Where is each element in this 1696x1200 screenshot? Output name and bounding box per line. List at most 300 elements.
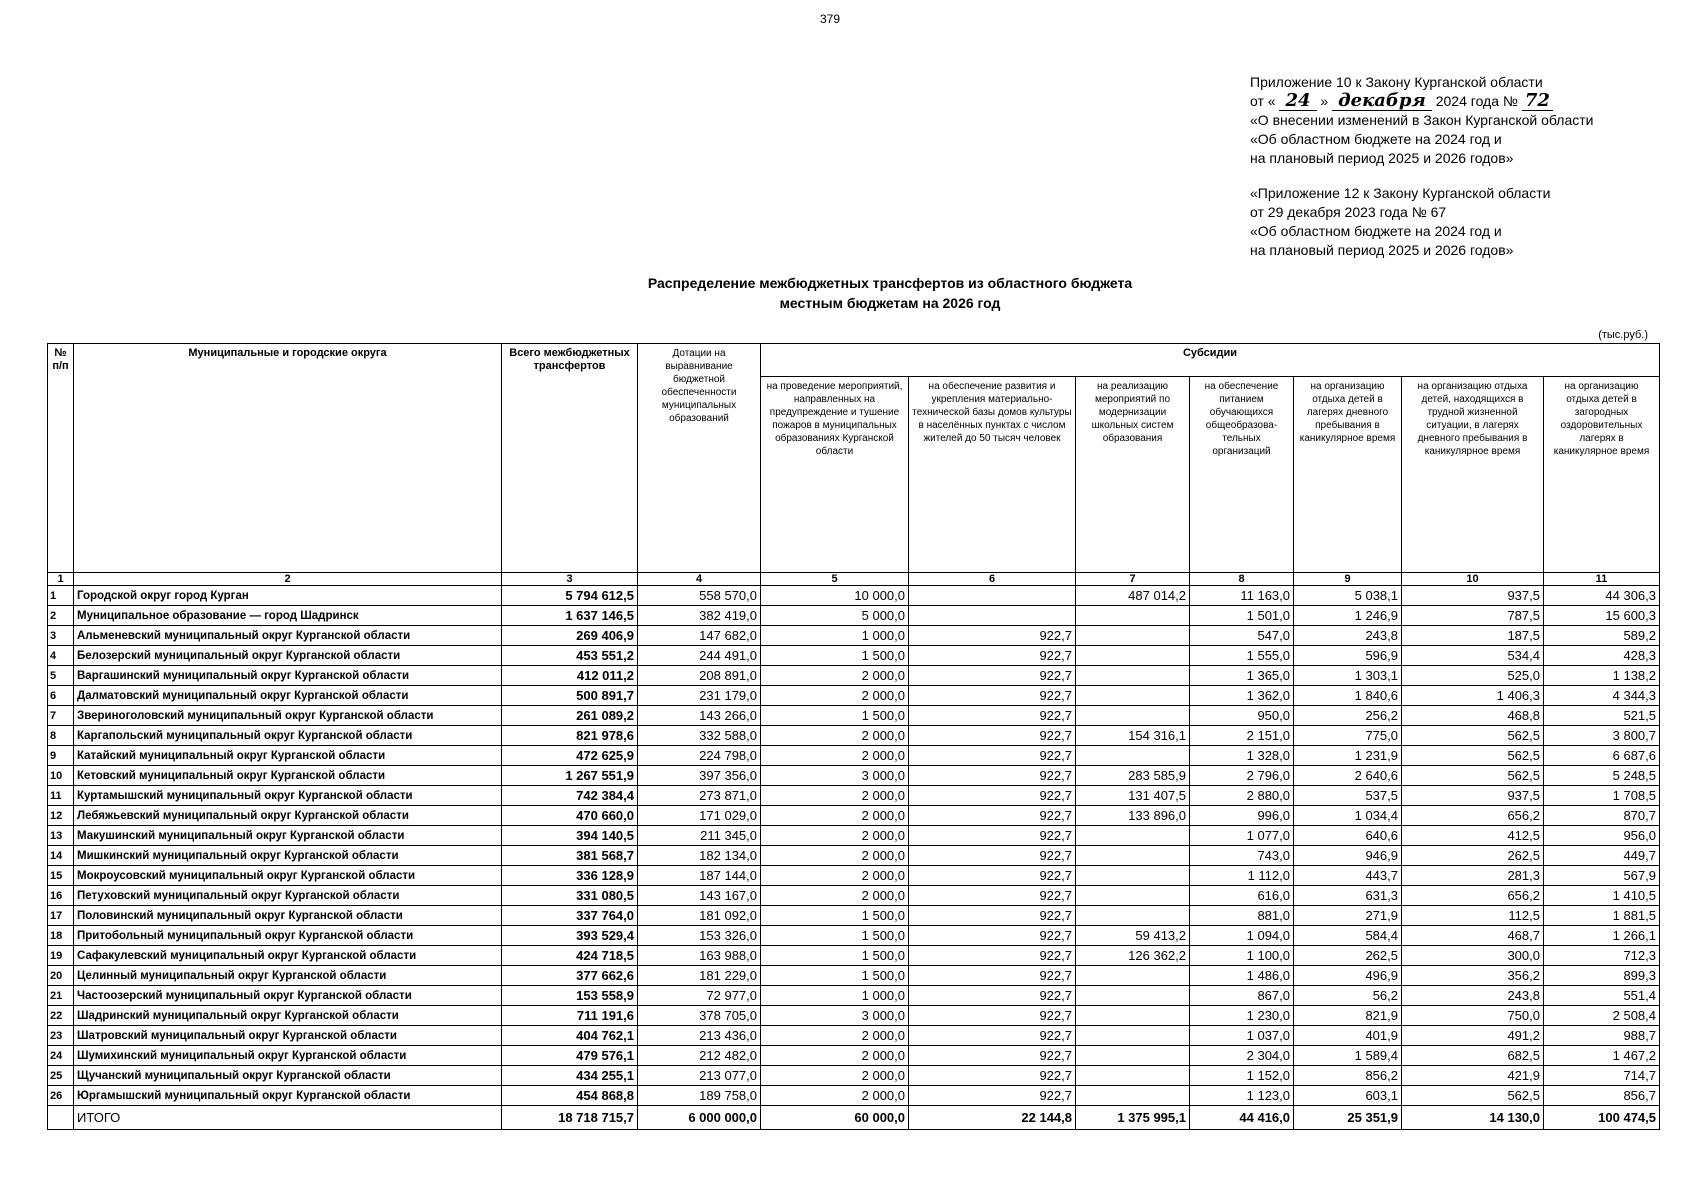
- table-row: [48, 726, 1660, 746]
- table-row: [48, 926, 1660, 946]
- row-sub-food: 1 123,0: [1190, 1086, 1294, 1106]
- row-dotation: 143 167,0: [638, 886, 761, 906]
- row-number: 18: [48, 926, 74, 946]
- row-sub-school-modern: [1076, 966, 1190, 986]
- row-sub-country-camps: 521,5: [1544, 706, 1660, 726]
- district-name: Шумихинский муниципальный округ Курганской области: [74, 1046, 502, 1066]
- district-name: Щучанский муниципальный округ Курганской области: [74, 1066, 502, 1086]
- row-dotation: 213 436,0: [638, 1026, 761, 1046]
- row-sub-fire: 2 000,0: [761, 746, 909, 766]
- row-sub-food: 1 501,0: [1190, 606, 1294, 626]
- row-sub-culture: 922,7: [909, 806, 1076, 826]
- annex-current-line3: «О внесении изменений в Закон Курганской области: [1250, 112, 1594, 128]
- row-sub-school-modern: 154 316,1: [1076, 726, 1190, 746]
- row-sub-culture: 922,7: [909, 786, 1076, 806]
- row-sub-fire: 1 500,0: [761, 706, 909, 726]
- row-sub-day-camps: 271,9: [1294, 906, 1402, 926]
- column-number: 8: [1190, 573, 1294, 586]
- row-number: 14: [48, 846, 74, 866]
- row-sub-day-camps: 856,2: [1294, 1066, 1402, 1086]
- row-dotation: 147 682,0: [638, 626, 761, 646]
- row-number: 1: [48, 586, 74, 606]
- row-sub-school-modern: [1076, 986, 1190, 1006]
- row-total: 412 011,2: [502, 666, 638, 686]
- totals-cell: 18 718 715,7: [502, 1106, 638, 1130]
- document-title: [520, 273, 1260, 313]
- row-dotation: 187 144,0: [638, 866, 761, 886]
- table-row: [48, 906, 1660, 926]
- row-sub-country-camps: 567,9: [1544, 866, 1660, 886]
- row-sub-day-camps: 946,9: [1294, 846, 1402, 866]
- row-sub-fire: 2 000,0: [761, 1086, 909, 1106]
- district-name: Частоозерский муниципальный округ Курганской области: [74, 986, 502, 1006]
- row-sub-school-modern: [1076, 866, 1190, 886]
- district-name: Лебяжьевский муниципальный округ Курганской области: [74, 806, 502, 826]
- header-sub-food: на обеспечение питанием обучающихся общеобразова-тельных организаций: [1190, 377, 1294, 573]
- row-sub-hard-situation: 468,8: [1402, 706, 1544, 726]
- row-sub-day-camps: 775,0: [1294, 726, 1402, 746]
- column-number: 11: [1544, 573, 1660, 586]
- row-sub-school-modern: [1076, 1066, 1190, 1086]
- row-total: 742 384,4: [502, 786, 638, 806]
- totals-cell: 60 000,0: [761, 1106, 909, 1130]
- district-name: Городской округ город Курган: [74, 586, 502, 606]
- row-total: 404 762,1: [502, 1026, 638, 1046]
- row-number: 20: [48, 966, 74, 986]
- row-sub-food: 867,0: [1190, 986, 1294, 1006]
- row-total: 1 267 551,9: [502, 766, 638, 786]
- row-sub-fire: 2 000,0: [761, 686, 909, 706]
- table-row: [48, 786, 1660, 806]
- row-sub-food: 1 077,0: [1190, 826, 1294, 846]
- totals-cell: 44 416,0: [1190, 1106, 1294, 1130]
- column-number: 6: [909, 573, 1076, 586]
- row-total: 331 080,5: [502, 886, 638, 906]
- row-sub-culture: 922,7: [909, 846, 1076, 866]
- row-sub-hard-situation: 534,4: [1402, 646, 1544, 666]
- row-sub-school-modern: 283 585,9: [1076, 766, 1190, 786]
- row-number: 16: [48, 886, 74, 906]
- row-sub-country-camps: 3 800,7: [1544, 726, 1660, 746]
- row-dotation: 224 798,0: [638, 746, 761, 766]
- row-sub-day-camps: 443,7: [1294, 866, 1402, 886]
- row-sub-culture: 922,7: [909, 666, 1076, 686]
- annex-current-line5: на плановый период 2025 и 2026 годов»: [1250, 150, 1514, 166]
- row-total: 470 660,0: [502, 806, 638, 826]
- row-sub-hard-situation: 787,5: [1402, 606, 1544, 626]
- row-dotation: 143 266,0: [638, 706, 761, 726]
- row-total: 453 551,2: [502, 646, 638, 666]
- row-sub-school-modern: [1076, 906, 1190, 926]
- row-dotation: 153 326,0: [638, 926, 761, 946]
- row-sub-hard-situation: 656,2: [1402, 886, 1544, 906]
- row-number: 4: [48, 646, 74, 666]
- row-sub-day-camps: 256,2: [1294, 706, 1402, 726]
- row-sub-culture: 922,7: [909, 686, 1076, 706]
- handwritten-day: 24: [1279, 92, 1316, 111]
- row-sub-country-camps: 712,3: [1544, 946, 1660, 966]
- district-name: Макушинский муниципальный округ Курганской области: [74, 826, 502, 846]
- column-number: 4: [638, 573, 761, 586]
- row-sub-day-camps: 1 840,6: [1294, 686, 1402, 706]
- row-total: 269 406,9: [502, 626, 638, 646]
- row-sub-school-modern: [1076, 1086, 1190, 1106]
- row-sub-hard-situation: 262,5: [1402, 846, 1544, 866]
- date-year: 2024 года №: [1435, 93, 1518, 109]
- row-dotation: 273 871,0: [638, 786, 761, 806]
- header-name: Муниципальные и городские округа: [74, 344, 502, 573]
- row-sub-school-modern: 59 413,2: [1076, 926, 1190, 946]
- table-row: [48, 886, 1660, 906]
- row-sub-school-modern: [1076, 1046, 1190, 1066]
- row-sub-fire: 1 500,0: [761, 906, 909, 926]
- table-row: [48, 1066, 1660, 1086]
- row-total: 454 868,8: [502, 1086, 638, 1106]
- row-sub-fire: 1 000,0: [761, 626, 909, 646]
- table-row: [48, 946, 1660, 966]
- row-sub-food: 950,0: [1190, 706, 1294, 726]
- row-sub-school-modern: [1076, 666, 1190, 686]
- row-dotation: 213 077,0: [638, 1066, 761, 1086]
- totals-cell: 100 474,5: [1544, 1106, 1660, 1130]
- column-number: 9: [1294, 573, 1402, 586]
- row-sub-day-camps: 596,9: [1294, 646, 1402, 666]
- row-sub-food: 547,0: [1190, 626, 1294, 646]
- table-row: [48, 666, 1660, 686]
- row-sub-day-camps: 1 589,4: [1294, 1046, 1402, 1066]
- row-total: 393 529,4: [502, 926, 638, 946]
- row-dotation: 378 705,0: [638, 1006, 761, 1026]
- table-row: [48, 686, 1660, 706]
- row-sub-culture: 922,7: [909, 1006, 1076, 1026]
- row-dotation: 244 491,0: [638, 646, 761, 666]
- row-total: 821 978,6: [502, 726, 638, 746]
- row-number: 6: [48, 686, 74, 706]
- table-row: [48, 1086, 1660, 1106]
- district-name: Каргапольский муниципальный округ Курганской области: [74, 726, 502, 746]
- row-sub-hard-situation: 525,0: [1402, 666, 1544, 686]
- row-sub-country-camps: 2 508,4: [1544, 1006, 1660, 1026]
- row-number: 8: [48, 726, 74, 746]
- row-sub-fire: 1 500,0: [761, 966, 909, 986]
- table-row: [48, 846, 1660, 866]
- row-dotation: 212 482,0: [638, 1046, 761, 1066]
- transfers-table: [47, 343, 1660, 1130]
- row-sub-fire: 2 000,0: [761, 886, 909, 906]
- row-sub-food: 1 112,0: [1190, 866, 1294, 886]
- annex-current-line4: «Об областном бюджете на 2024 год и: [1250, 131, 1502, 147]
- table-body: [48, 586, 1660, 1106]
- row-sub-day-camps: 243,8: [1294, 626, 1402, 646]
- header-subsidies: Субсидии: [761, 344, 1660, 377]
- handwritten-number: 72: [1522, 92, 1553, 111]
- row-number: 13: [48, 826, 74, 846]
- row-sub-culture: 922,7: [909, 886, 1076, 906]
- table-row: [48, 706, 1660, 726]
- row-sub-food: 2 796,0: [1190, 766, 1294, 786]
- row-number: 22: [48, 1006, 74, 1026]
- row-sub-hard-situation: 562,5: [1402, 746, 1544, 766]
- row-sub-day-camps: 5 038,1: [1294, 586, 1402, 606]
- row-sub-food: 1 230,0: [1190, 1006, 1294, 1026]
- district-name: Кетовский муниципальный округ Курганской области: [74, 766, 502, 786]
- row-sub-food: 1 094,0: [1190, 926, 1294, 946]
- row-sub-culture: 922,7: [909, 646, 1076, 666]
- handwritten-month: декабря: [1332, 92, 1432, 111]
- row-dotation: 181 229,0: [638, 966, 761, 986]
- row-sub-hard-situation: 562,5: [1402, 766, 1544, 786]
- row-sub-fire: 2 000,0: [761, 1066, 909, 1086]
- row-number: 9: [48, 746, 74, 766]
- header-total: Всего межбюджетных трансфертов: [502, 344, 638, 573]
- row-number: 2: [48, 606, 74, 626]
- row-sub-food: 1 555,0: [1190, 646, 1294, 666]
- row-total: 711 191,6: [502, 1006, 638, 1026]
- column-number: 2: [74, 573, 502, 586]
- row-number: 19: [48, 946, 74, 966]
- row-sub-country-camps: 1 881,5: [1544, 906, 1660, 926]
- row-sub-school-modern: 487 014,2: [1076, 586, 1190, 606]
- row-sub-hard-situation: 562,5: [1402, 726, 1544, 746]
- row-sub-food: 1 037,0: [1190, 1026, 1294, 1046]
- table-row: [48, 826, 1660, 846]
- row-sub-fire: 3 000,0: [761, 766, 909, 786]
- table-row: [48, 1046, 1660, 1066]
- row-sub-culture: 922,7: [909, 626, 1076, 646]
- row-sub-food: 1 100,0: [1190, 946, 1294, 966]
- column-number: 3: [502, 573, 638, 586]
- district-name: Муниципальное образование — город Шадринск: [74, 606, 502, 626]
- row-sub-school-modern: [1076, 886, 1190, 906]
- district-name: Белозерский муниципальный округ Курганской области: [74, 646, 502, 666]
- row-sub-food: 2 880,0: [1190, 786, 1294, 806]
- row-sub-day-camps: 496,9: [1294, 966, 1402, 986]
- row-sub-food: 1 365,0: [1190, 666, 1294, 686]
- row-sub-fire: 1 000,0: [761, 986, 909, 1006]
- totals-cell: 6 000 000,0: [638, 1106, 761, 1130]
- row-number: 17: [48, 906, 74, 926]
- row-sub-school-modern: 131 407,5: [1076, 786, 1190, 806]
- row-sub-culture: 922,7: [909, 826, 1076, 846]
- row-total: 5 794 612,5: [502, 586, 638, 606]
- row-sub-hard-situation: 281,3: [1402, 866, 1544, 886]
- row-sub-school-modern: 126 362,2: [1076, 946, 1190, 966]
- row-sub-day-camps: 821,9: [1294, 1006, 1402, 1026]
- district-name: Катайский муниципальный округ Курганской области: [74, 746, 502, 766]
- table-row: [48, 966, 1660, 986]
- header-sub-day-camps: на организацию отдыха детей в лагерях дневного пребывания в каникулярное время: [1294, 377, 1402, 573]
- date-mid: »: [1320, 93, 1329, 109]
- row-number: 24: [48, 1046, 74, 1066]
- row-sub-day-camps: 537,5: [1294, 786, 1402, 806]
- row-sub-culture: 922,7: [909, 766, 1076, 786]
- row-sub-culture: [909, 586, 1076, 606]
- district-name: Варгашинский муниципальный округ Курганской области: [74, 666, 502, 686]
- row-sub-school-modern: 133 896,0: [1076, 806, 1190, 826]
- date-prefix: от «: [1250, 93, 1276, 109]
- row-sub-school-modern: [1076, 626, 1190, 646]
- row-sub-country-camps: 899,3: [1544, 966, 1660, 986]
- row-dotation: 397 356,0: [638, 766, 761, 786]
- row-sub-hard-situation: 750,0: [1402, 1006, 1544, 1026]
- header-num: № п/п: [48, 344, 74, 573]
- table-row: [48, 1006, 1660, 1026]
- row-sub-country-camps: 956,0: [1544, 826, 1660, 846]
- row-sub-day-camps: 584,4: [1294, 926, 1402, 946]
- row-sub-food: 616,0: [1190, 886, 1294, 906]
- row-total: 377 662,6: [502, 966, 638, 986]
- row-sub-day-camps: 2 640,6: [1294, 766, 1402, 786]
- row-sub-day-camps: 56,2: [1294, 986, 1402, 1006]
- row-sub-day-camps: 603,1: [1294, 1086, 1402, 1106]
- row-sub-day-camps: 262,5: [1294, 946, 1402, 966]
- row-sub-fire: 1 500,0: [761, 646, 909, 666]
- row-total: 381 568,7: [502, 846, 638, 866]
- row-sub-school-modern: [1076, 606, 1190, 626]
- row-sub-hard-situation: 937,5: [1402, 586, 1544, 606]
- row-sub-food: 2 304,0: [1190, 1046, 1294, 1066]
- row-total: 479 576,1: [502, 1046, 638, 1066]
- district-name: Юргамышский муниципальный округ Курганской области: [74, 1086, 502, 1106]
- row-number: 3: [48, 626, 74, 646]
- row-sub-country-camps: 5 248,5: [1544, 766, 1660, 786]
- district-name: Мишкинский муниципальный округ Курганской области: [74, 846, 502, 866]
- row-sub-food: 1 362,0: [1190, 686, 1294, 706]
- row-total: 337 764,0: [502, 906, 638, 926]
- row-sub-culture: 922,7: [909, 946, 1076, 966]
- row-sub-hard-situation: 937,5: [1402, 786, 1544, 806]
- row-sub-fire: 2 000,0: [761, 826, 909, 846]
- annex-current-reference: [1250, 73, 1594, 168]
- row-number: 11: [48, 786, 74, 806]
- row-sub-hard-situation: 1 406,3: [1402, 686, 1544, 706]
- header-sub-hard-situation: на организацию отдыха детей, находящихся в трудной жизненной ситуации, в лагерях дневного пребывания в каникулярное время: [1402, 377, 1544, 573]
- header-dotation: Дотации на выравнивание бюджетной обеспеченности муниципальных образований: [638, 344, 761, 573]
- table-row: [48, 606, 1660, 626]
- row-sub-country-camps: 1 467,2: [1544, 1046, 1660, 1066]
- row-sub-school-modern: [1076, 686, 1190, 706]
- row-sub-food: 996,0: [1190, 806, 1294, 826]
- row-dotation: 231 179,0: [638, 686, 761, 706]
- row-number: 26: [48, 1086, 74, 1106]
- row-sub-culture: 922,7: [909, 1086, 1076, 1106]
- row-sub-school-modern: [1076, 746, 1190, 766]
- row-sub-fire: 2 000,0: [761, 1026, 909, 1046]
- row-sub-fire: 1 500,0: [761, 926, 909, 946]
- row-sub-fire: 1 500,0: [761, 946, 909, 966]
- row-sub-culture: 922,7: [909, 986, 1076, 1006]
- district-name: Звериноголовский муниципальный округ Курганской области: [74, 706, 502, 726]
- row-dotation: 182 134,0: [638, 846, 761, 866]
- row-sub-culture: 922,7: [909, 926, 1076, 946]
- header-sub-fire: на проведение мероприятий, направленных на предупреждение и тушение пожаров в муниципальных образованиях Курганской области: [761, 377, 909, 573]
- row-sub-day-camps: 640,6: [1294, 826, 1402, 846]
- district-name: Далматовский муниципальный округ Курганской области: [74, 686, 502, 706]
- row-sub-hard-situation: 468,7: [1402, 926, 1544, 946]
- row-sub-fire: 3 000,0: [761, 1006, 909, 1026]
- district-name: Альменевский муниципальный округ Курганской области: [74, 626, 502, 646]
- row-sub-school-modern: [1076, 1006, 1190, 1026]
- row-sub-hard-situation: 491,2: [1402, 1026, 1544, 1046]
- row-sub-food: 743,0: [1190, 846, 1294, 866]
- annex-base-line3: «Об областном бюджете на 2024 год и: [1250, 223, 1502, 239]
- table-row: [48, 626, 1660, 646]
- row-sub-day-camps: 1 231,9: [1294, 746, 1402, 766]
- row-dotation: 211 345,0: [638, 826, 761, 846]
- row-sub-food: 1 486,0: [1190, 966, 1294, 986]
- totals-cell: 1 375 995,1: [1076, 1106, 1190, 1130]
- row-sub-culture: 922,7: [909, 706, 1076, 726]
- row-sub-fire: 2 000,0: [761, 866, 909, 886]
- column-numbers-row: [48, 573, 1660, 586]
- row-sub-country-camps: 714,7: [1544, 1066, 1660, 1086]
- totals-cell: [48, 1106, 74, 1130]
- row-sub-country-camps: 1 410,5: [1544, 886, 1660, 906]
- row-sub-country-camps: 551,4: [1544, 986, 1660, 1006]
- district-name: Шатровский муниципальный округ Курганской области: [74, 1026, 502, 1046]
- page-number: 379: [820, 12, 841, 26]
- row-sub-culture: [909, 606, 1076, 626]
- row-total: 424 718,5: [502, 946, 638, 966]
- row-sub-hard-situation: 562,5: [1402, 1086, 1544, 1106]
- row-total: 472 625,9: [502, 746, 638, 766]
- row-sub-school-modern: [1076, 706, 1190, 726]
- annex-base-reference: [1250, 184, 1550, 260]
- row-sub-country-camps: 1 708,5: [1544, 786, 1660, 806]
- table-row: [48, 646, 1660, 666]
- annex-current-date-line: [1250, 92, 1594, 111]
- totals-cell: 14 130,0: [1402, 1106, 1544, 1130]
- row-sub-day-camps: 1 303,1: [1294, 666, 1402, 686]
- header-sub-country-camps: на организацию отдыха детей в загородных оздоровительных лагерях в каникулярное время: [1544, 377, 1660, 573]
- totals-label: ИТОГО: [74, 1106, 502, 1130]
- district-name: Мокроусовский муниципальный округ Курганской области: [74, 866, 502, 886]
- column-number: 10: [1402, 573, 1544, 586]
- row-sub-country-camps: 428,3: [1544, 646, 1660, 666]
- row-dotation: 181 092,0: [638, 906, 761, 926]
- row-total: 336 128,9: [502, 866, 638, 886]
- header-row-top: [48, 344, 1660, 377]
- row-sub-day-camps: 1 246,9: [1294, 606, 1402, 626]
- annex-base-line2: от 29 декабря 2023 года № 67: [1250, 204, 1447, 220]
- row-number: 21: [48, 986, 74, 1006]
- row-sub-country-camps: 1 138,2: [1544, 666, 1660, 686]
- row-sub-hard-situation: 300,0: [1402, 946, 1544, 966]
- row-number: 23: [48, 1026, 74, 1046]
- row-sub-country-camps: 870,7: [1544, 806, 1660, 826]
- row-number: 7: [48, 706, 74, 726]
- title-line2: местным бюджетам на 2026 год: [779, 295, 1001, 311]
- row-sub-country-camps: 15 600,3: [1544, 606, 1660, 626]
- header-sub-school-modern: на реализацию мероприятий по модернизации школьных систем образования: [1076, 377, 1190, 573]
- row-number: 5: [48, 666, 74, 686]
- totals-row: [48, 1106, 1660, 1130]
- row-sub-country-camps: 6 687,6: [1544, 746, 1660, 766]
- row-sub-fire: 2 000,0: [761, 806, 909, 826]
- row-sub-culture: 922,7: [909, 746, 1076, 766]
- table-row: [48, 1026, 1660, 1046]
- row-dotation: 189 758,0: [638, 1086, 761, 1106]
- row-total: 1 637 146,5: [502, 606, 638, 626]
- row-dotation: 558 570,0: [638, 586, 761, 606]
- row-number: 10: [48, 766, 74, 786]
- row-sub-hard-situation: 243,8: [1402, 986, 1544, 1006]
- row-sub-country-camps: 856,7: [1544, 1086, 1660, 1106]
- row-sub-school-modern: [1076, 826, 1190, 846]
- annex-base-line4: на плановый период 2025 и 2026 годов»: [1250, 242, 1514, 258]
- row-sub-food: 881,0: [1190, 906, 1294, 926]
- row-sub-fire: 10 000,0: [761, 586, 909, 606]
